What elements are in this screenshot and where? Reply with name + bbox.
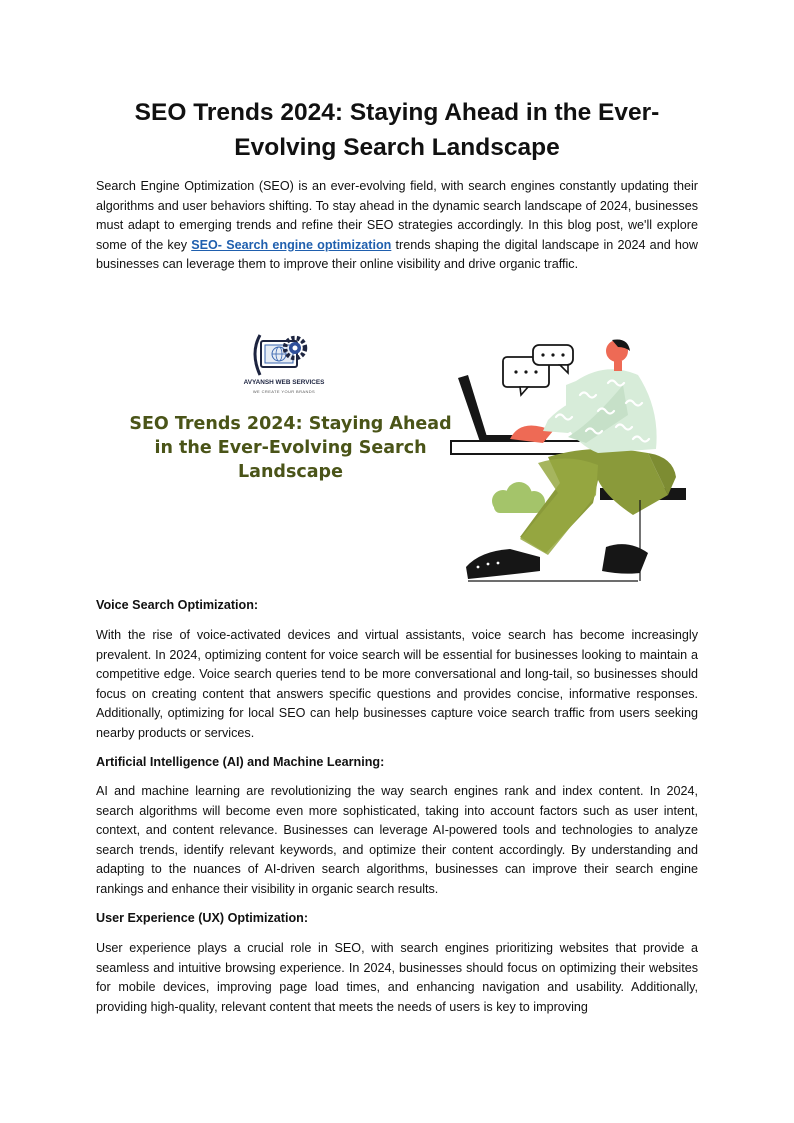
section-body-ai-ml: AI and machine learning are revolutionizing the way search engines rank and index content. In 2024, search algorithms will become even more sophisticated, taking into account factors such as user intent, context, and content relevance. Businesses can leverage AI-powered tools and technologies to analyze search trends, identify relevant keywords, and optimize their content accordingly. By understanding and adapting to the nuances of AI-driven search algorithms, businesses can improve their search engine rankings and enhance their visibility in organic search results. — [96, 784, 698, 896]
section-body-voice-search: With the rise of voice-activated devices and virtual assistants, voice search has become increasingly prevalent. In 2024, optimizing content for voice search will be essential for businesses looking to maintain a competitive edge. Voice search queries tend to be more conversational and long-tail, so businesses should focus on creating content that answers specific questions and provides concise, informative responses. Additionally, optimizing for local SEO can help businesses capture voice search traffic from users seeking nearby products or services. — [96, 628, 698, 740]
intro-text-after-link: trends shaping the digital landscape in 2024 and how businesses can leverage them to improve their online visibility and drive organic traffic. — [96, 237, 698, 271]
article-title: SEO Trends 2024: Staying Ahead in the Ever-Evolving Search Landscape — [134, 99, 660, 161]
logo-tagline: WE CREATE YOUR BRANDS — [252, 389, 316, 394]
section-heading-ai-ml: Artificial Intelligence (AI) and Machine Learning: — [96, 755, 385, 769]
company-logo — [255, 335, 305, 375]
intro-paragraph — [96, 177, 698, 275]
logo-company-name: AVYANSH WEB SERVICES — [243, 379, 325, 386]
person-illustration — [466, 339, 686, 581]
banner-heading: SEO Trends 2024: Staying Ahead in the Ever-Evolving Search Landscape — [129, 414, 452, 482]
section-heading-ux: User Experience (UX) Optimization: — [96, 911, 309, 925]
speech-bubbles — [503, 345, 573, 395]
section-body-ux: User experience plays a crucial role in SEO, with search engines prioritizing websites that provide a seamless and intuitive browsing experience. In 2024, businesses should focus on optimizing their websites for mobile devices, improving page load times, and enhancing navigation and usability. Additionally, providing high-quality, relevant content that meets the needs of users is key to improving — [96, 941, 698, 1014]
seo-link[interactable]: SEO- Search engine optimization — [191, 237, 392, 252]
section-heading-voice-search: Voice Search Optimization: — [96, 598, 259, 612]
intro-text-before-link: Search Engine Optimization (SEO) is an ever-evolving field, with search engines constantly updating their algorithms and user behaviors shifting. To stay ahead in the dynamic search landscape of 2024, businesses must adapt to emerging trends and refine their SEO strategies accordingly. In this blog post, we'll explore some of the key — [96, 179, 698, 252]
